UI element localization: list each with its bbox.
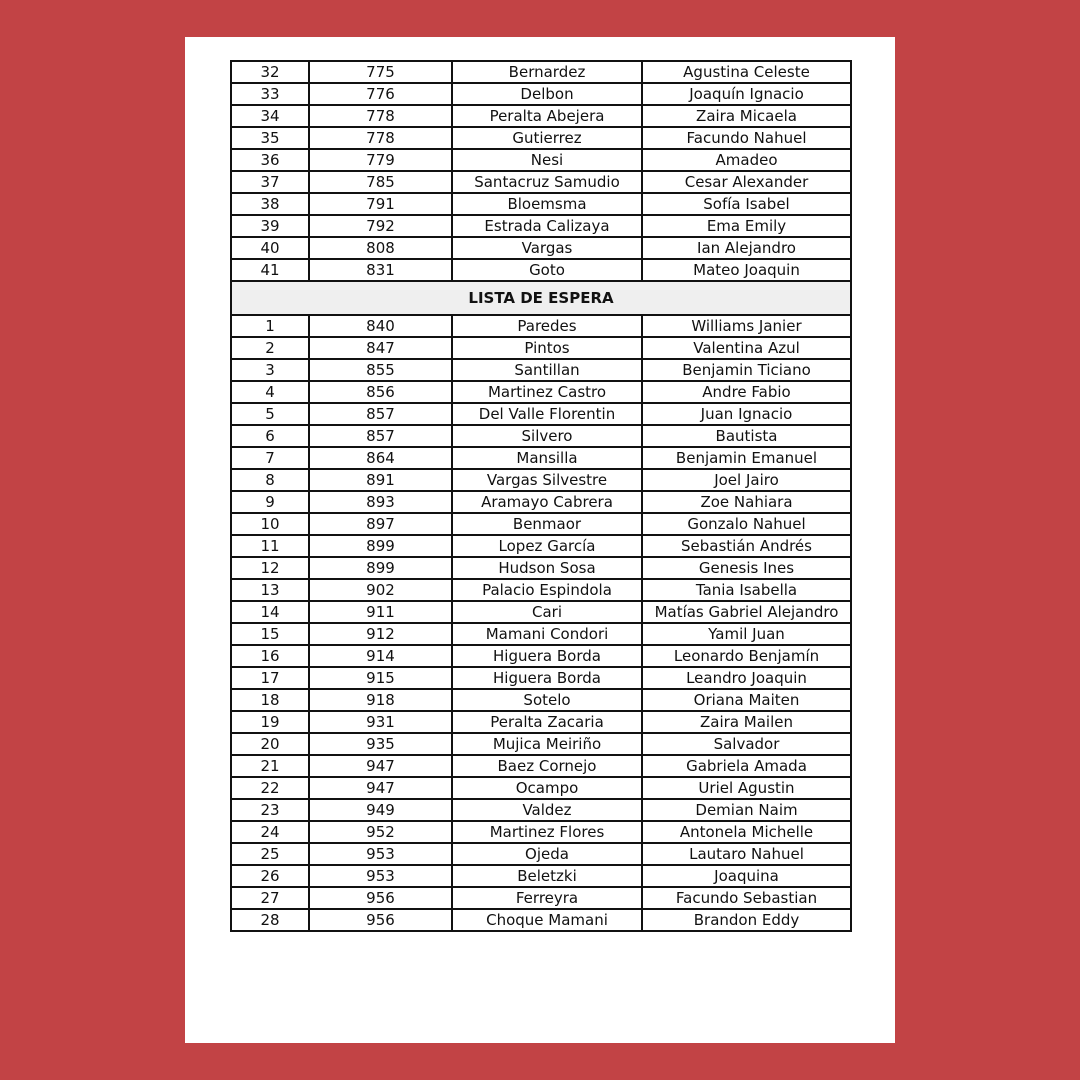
score-cell: 915 [309, 667, 452, 689]
first-name-cell: Gabriela Amada [642, 755, 851, 777]
row-number-cell: 40 [231, 237, 309, 259]
admitted-rows [231, 61, 851, 281]
row-number-cell: 12 [231, 557, 309, 579]
surname-cell: Delbon [452, 83, 642, 105]
row-number-cell: 21 [231, 755, 309, 777]
table-row [231, 601, 851, 623]
score-cell: 953 [309, 843, 452, 865]
surname-cell: Gutierrez [452, 127, 642, 149]
surname-cell: Ojeda [452, 843, 642, 865]
first-name-cell: Benjamin Ticiano [642, 359, 851, 381]
table-row [231, 491, 851, 513]
surname-cell: Baez Cornejo [452, 755, 642, 777]
first-name-cell: Facundo Sebastian [642, 887, 851, 909]
first-name-cell: Bautista [642, 425, 851, 447]
first-name-cell: Antonela Michelle [642, 821, 851, 843]
surname-cell: Peralta Abejera [452, 105, 642, 127]
first-name-cell: Benjamin Emanuel [642, 447, 851, 469]
first-name-cell: Valentina Azul [642, 337, 851, 359]
table-row [231, 821, 851, 843]
surname-cell: Mansilla [452, 447, 642, 469]
table-row [231, 337, 851, 359]
score-cell: 931 [309, 711, 452, 733]
table-row [231, 865, 851, 887]
row-number-cell: 32 [231, 61, 309, 83]
table-row [231, 149, 851, 171]
score-cell: 899 [309, 557, 452, 579]
waitlist-rows [231, 315, 851, 931]
first-name-cell: Lautaro Nahuel [642, 843, 851, 865]
table-row [231, 689, 851, 711]
table-row [231, 359, 851, 381]
score-cell: 840 [309, 315, 452, 337]
table-row [231, 513, 851, 535]
score-cell: 897 [309, 513, 452, 535]
table-row [231, 61, 851, 83]
surname-cell: Bernardez [452, 61, 642, 83]
row-number-cell: 4 [231, 381, 309, 403]
first-name-cell: Juan Ignacio [642, 403, 851, 425]
row-number-cell: 17 [231, 667, 309, 689]
row-number-cell: 23 [231, 799, 309, 821]
surname-cell: Higuera Borda [452, 645, 642, 667]
row-number-cell: 41 [231, 259, 309, 281]
row-number-cell: 33 [231, 83, 309, 105]
waitlist-header-group [231, 281, 851, 315]
surname-cell: Pintos [452, 337, 642, 359]
first-name-cell: Joaquín Ignacio [642, 83, 851, 105]
table-row [231, 315, 851, 337]
row-number-cell: 3 [231, 359, 309, 381]
table-row [231, 237, 851, 259]
score-cell: 902 [309, 579, 452, 601]
first-name-cell: Cesar Alexander [642, 171, 851, 193]
surname-cell: Vargas [452, 237, 642, 259]
score-cell: 831 [309, 259, 452, 281]
first-name-cell: Salvador [642, 733, 851, 755]
row-number-cell: 9 [231, 491, 309, 513]
table-row [231, 557, 851, 579]
row-number-cell: 11 [231, 535, 309, 557]
score-cell: 864 [309, 447, 452, 469]
score-cell: 899 [309, 535, 452, 557]
row-number-cell: 38 [231, 193, 309, 215]
surname-cell: Vargas Silvestre [452, 469, 642, 491]
row-number-cell: 35 [231, 127, 309, 149]
roster-table [230, 60, 852, 932]
first-name-cell: Ema Emily [642, 215, 851, 237]
first-name-cell: Zoe Nahiara [642, 491, 851, 513]
surname-cell: Cari [452, 601, 642, 623]
row-number-cell: 34 [231, 105, 309, 127]
score-cell: 857 [309, 403, 452, 425]
score-cell: 808 [309, 237, 452, 259]
row-number-cell: 27 [231, 887, 309, 909]
surname-cell: Hudson Sosa [452, 557, 642, 579]
score-cell: 918 [309, 689, 452, 711]
first-name-cell: Gonzalo Nahuel [642, 513, 851, 535]
row-number-cell: 24 [231, 821, 309, 843]
first-name-cell: Leonardo Benjamín [642, 645, 851, 667]
surname-cell: Valdez [452, 799, 642, 821]
first-name-cell: Andre Fabio [642, 381, 851, 403]
surname-cell: Higuera Borda [452, 667, 642, 689]
table-row [231, 447, 851, 469]
surname-cell: Mamani Condori [452, 623, 642, 645]
row-number-cell: 7 [231, 447, 309, 469]
surname-cell: Martinez Castro [452, 381, 642, 403]
table-row [231, 469, 851, 491]
table-row [231, 579, 851, 601]
surname-cell: Santillan [452, 359, 642, 381]
first-name-cell: Joel Jairo [642, 469, 851, 491]
first-name-cell: Matías Gabriel Alejandro [642, 601, 851, 623]
section-header-row [231, 281, 851, 315]
surname-cell: Nesi [452, 149, 642, 171]
first-name-cell: Uriel Agustin [642, 777, 851, 799]
first-name-cell: Yamil Juan [642, 623, 851, 645]
row-number-cell: 10 [231, 513, 309, 535]
first-name-cell: Oriana Maiten [642, 689, 851, 711]
surname-cell: Mujica Meiriño [452, 733, 642, 755]
row-number-cell: 20 [231, 733, 309, 755]
score-cell: 791 [309, 193, 452, 215]
table-row [231, 645, 851, 667]
surname-cell: Bloemsma [452, 193, 642, 215]
score-cell: 855 [309, 359, 452, 381]
table-row [231, 193, 851, 215]
first-name-cell: Zaira Mailen [642, 711, 851, 733]
surname-cell: Santacruz Samudio [452, 171, 642, 193]
first-name-cell: Williams Janier [642, 315, 851, 337]
table-row [231, 381, 851, 403]
first-name-cell: Sofía Isabel [642, 193, 851, 215]
table-row [231, 733, 851, 755]
row-number-cell: 28 [231, 909, 309, 931]
section-title: LISTA DE ESPERA [231, 281, 851, 315]
row-number-cell: 36 [231, 149, 309, 171]
surname-cell: Ferreyra [452, 887, 642, 909]
score-cell: 856 [309, 381, 452, 403]
table-row [231, 843, 851, 865]
table-row [231, 215, 851, 237]
first-name-cell: Agustina Celeste [642, 61, 851, 83]
table-row [231, 667, 851, 689]
score-cell: 893 [309, 491, 452, 513]
surname-cell: Goto [452, 259, 642, 281]
table-row [231, 83, 851, 105]
first-name-cell: Demian Naim [642, 799, 851, 821]
row-number-cell: 14 [231, 601, 309, 623]
score-cell: 792 [309, 215, 452, 237]
score-cell: 914 [309, 645, 452, 667]
surname-cell: Aramayo Cabrera [452, 491, 642, 513]
surname-cell: Sotelo [452, 689, 642, 711]
first-name-cell: Sebastián Andrés [642, 535, 851, 557]
score-cell: 956 [309, 909, 452, 931]
first-name-cell: Brandon Eddy [642, 909, 851, 931]
surname-cell: Peralta Zacaria [452, 711, 642, 733]
score-cell: 778 [309, 127, 452, 149]
surname-cell: Martinez Flores [452, 821, 642, 843]
score-cell: 911 [309, 601, 452, 623]
score-cell: 891 [309, 469, 452, 491]
row-number-cell: 19 [231, 711, 309, 733]
row-number-cell: 5 [231, 403, 309, 425]
row-number-cell: 1 [231, 315, 309, 337]
table-row [231, 127, 851, 149]
first-name-cell: Leandro Joaquin [642, 667, 851, 689]
table-row [231, 755, 851, 777]
row-number-cell: 16 [231, 645, 309, 667]
row-number-cell: 25 [231, 843, 309, 865]
score-cell: 857 [309, 425, 452, 447]
surname-cell: Benmaor [452, 513, 642, 535]
surname-cell: Lopez García [452, 535, 642, 557]
table-row [231, 171, 851, 193]
first-name-cell: Facundo Nahuel [642, 127, 851, 149]
score-cell: 952 [309, 821, 452, 843]
score-cell: 847 [309, 337, 452, 359]
score-cell: 779 [309, 149, 452, 171]
row-number-cell: 37 [231, 171, 309, 193]
table-row [231, 535, 851, 557]
table-row [231, 711, 851, 733]
surname-cell: Ocampo [452, 777, 642, 799]
score-cell: 949 [309, 799, 452, 821]
surname-cell: Del Valle Florentin [452, 403, 642, 425]
table-row [231, 259, 851, 281]
score-cell: 947 [309, 755, 452, 777]
first-name-cell: Amadeo [642, 149, 851, 171]
score-cell: 953 [309, 865, 452, 887]
score-cell: 935 [309, 733, 452, 755]
first-name-cell: Genesis Ines [642, 557, 851, 579]
table-row [231, 909, 851, 931]
first-name-cell: Mateo Joaquin [642, 259, 851, 281]
surname-cell: Silvero [452, 425, 642, 447]
table-row [231, 887, 851, 909]
first-name-cell: Zaira Micaela [642, 105, 851, 127]
first-name-cell: Tania Isabella [642, 579, 851, 601]
score-cell: 956 [309, 887, 452, 909]
first-name-cell: Ian Alejandro [642, 237, 851, 259]
row-number-cell: 39 [231, 215, 309, 237]
score-cell: 776 [309, 83, 452, 105]
row-number-cell: 22 [231, 777, 309, 799]
surname-cell: Paredes [452, 315, 642, 337]
score-cell: 912 [309, 623, 452, 645]
score-cell: 778 [309, 105, 452, 127]
row-number-cell: 13 [231, 579, 309, 601]
surname-cell: Beletzki [452, 865, 642, 887]
table-row [231, 425, 851, 447]
row-number-cell: 26 [231, 865, 309, 887]
table-row [231, 777, 851, 799]
surname-cell: Choque Mamani [452, 909, 642, 931]
surname-cell: Palacio Espindola [452, 579, 642, 601]
row-number-cell: 15 [231, 623, 309, 645]
table-row [231, 105, 851, 127]
table-row [231, 623, 851, 645]
table-row [231, 799, 851, 821]
row-number-cell: 2 [231, 337, 309, 359]
score-cell: 785 [309, 171, 452, 193]
table-row [231, 403, 851, 425]
row-number-cell: 18 [231, 689, 309, 711]
surname-cell: Estrada Calizaya [452, 215, 642, 237]
score-cell: 947 [309, 777, 452, 799]
row-number-cell: 6 [231, 425, 309, 447]
row-number-cell: 8 [231, 469, 309, 491]
first-name-cell: Joaquina [642, 865, 851, 887]
score-cell: 775 [309, 61, 452, 83]
